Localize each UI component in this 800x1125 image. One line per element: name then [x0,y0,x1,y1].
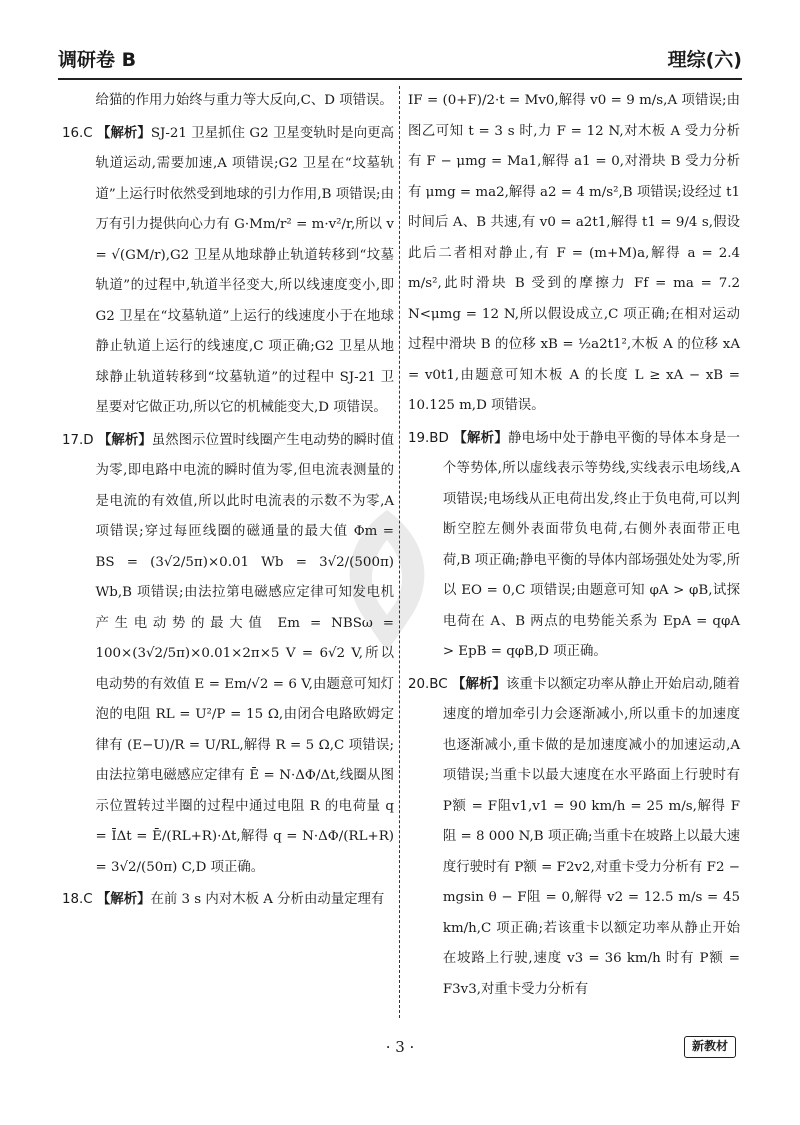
analysis-tag: 【解析】 [453,430,508,446]
answer-item-16 [62,119,394,424]
item-text: SJ-21 卫星抓住 G2 卫星变轨时是向更高轨道运动,需要加速,A 项错误;G2 卫星在“坟墓轨道”上运行时依然受到地球的引力作用,B 项错误;由万有引力提供向心力有 G·Mm/r² = m·v²/r,所以 v = √(GM/r),G2 卫星从地球静止轨道转移到“坟墓轨道”的过程中,轨道半径变大,所以线速度变小,即 G2 卫星在“坟墓轨道”上运行的线速度小于在地球静止轨道上运行的线速度,C 项正确;G2 卫星从地球静止轨道转移到“坟墓轨道”的过程中 SJ-21 卫星要对它做正功,所以它的机械能变大,D 项错误。 [95,125,395,415]
answer-item-20 [408,670,740,1006]
header-right-title: 理综(六) [667,49,742,71]
paragraph [408,86,740,422]
page-header [58,44,742,80]
item-text: 在前 3 s 内对木板 A 分析由动量定理有 [150,892,385,907]
answer-item-17 [62,426,394,884]
analysis-tag: 【解析】 [96,125,151,141]
item-text: 虽然图示位置时线圈产生电动势的瞬时值为零,即电路中电流的瞬时值为零,但电流表测量的是电流的有效值,所以此时电流表的示数不为零,A 项错误;穿过每匝线圈的磁通量的最大值 Φm = BS = (3√2/5π)×0.01 Wb = 3√2/(500π) Wb,B 项错误;由法拉第电磁感应定律可知发电机产生电动势的最大值 Em = NBSω = 100×(3√2/5π)×0.01×2π×5 V = 6√2 V,所以电动势的有效值 E = Em/√2 = 6 V,由题意可知灯泡的电阻 RL = U²/P = 15 Ω,由闭合电路欧姆定律有 (E−U)/R = U/RL,解得 R = 5 Ω,C 项错误;由法拉第电磁感应定律有 Ē = N·ΔΦ/Δt,线圈从图示位置转过半圈的过程中通过电阻 R 的电荷量 q = ĪΔt = Ē/(RL+R)·Δt,解得 q = N·ΔΦ/(RL+R) = 3√2/(50π) C,D 项正确。 [95,432,394,875]
paragraph-text: IF = (0+F)/2·t = Mv0,解得 v0 = 9 m/s,A 项错误;由图乙可知 t = 3 s 时,力 F = 12 N,对木板 A 受力分析有 F − μmg = Ma1,解得 a1 = 0,对滑块 B 受力分析有 μmg = ma2,解得 a2 = 4 m/s²,B 项错误;设经过 t1 时间后 A、B 共速,有 v0 = a2t1,解得 t1 = 9/4 s,假设此后二者相对静止,有 F = (m+M)a,解得 a = 2.4 m/s²,此时滑块 B 受到的摩擦力 Ff = ma = 7.2 N<μmg = 12 N,所以假设成立,C 项正确;在相对运动过程中滑块 B 的位移 xB = ½a2t1²,木板 A 的位移 xA = v0t1,由题意可知木板 A 的长度 L ≥ xA − xB = 10.125 m,D 项错误。 [408,93,740,413]
column-divider [399,86,400,1018]
page-number: · 3 · [385,1038,415,1056]
analysis-tag: 【解析】 [452,676,507,692]
answer-item-19 [408,424,740,668]
left-column [62,86,394,916]
header-left-title: 调研卷 B [58,49,137,71]
analysis-tag: 【解析】 [96,892,151,907]
paragraph [62,86,394,117]
item-number: 17.D [62,432,94,448]
item-text: 静电场中处于静电平衡的导体本身是一个等势体,所以虚线表示等势线,实线表示电场线,A 项错误;电场线从正电荷出发,终止于负电荷,可以判断空腔左侧外表面带负电荷,右侧外表面带正电荷,B 项正确;静电平衡的导体内部场强处处为零,所以 EO = 0,C 项错误;由题意可知 φA > φB,试探电荷在 A、B 两点的电势能关系为 EpA = qφA > EpB = qφB,D 项正确。 [442,430,740,659]
item-number: 19.BD [408,430,449,446]
item-number: 18.C [62,892,93,907]
edition-badge: 新教材 [684,1036,736,1058]
analysis-tag: 【解析】 [97,432,152,448]
item-number: 16.C [62,125,93,141]
right-column [408,86,740,1005]
item-text: 该重卡以额定功率从静止开始启动,随着速度的增加牵引力会逐渐减小,所以重卡的加速度也逐渐减小,重卡做的是加速度减小的加速运动,A 项错误;当重卡以最大速度在水平路面上行驶时有 P额 = F阻v1,v1 = 90 km/h = 25 m/s,解得 F阻 = 8 000 N,B 项正确;当重卡在坡路上以最大速度行驶时有 P额 = F2v2,对重卡受力分析有 F2 − mgsin θ − F阻 = 0,解得 v2 = 12.5 m/s = 45 km/h,C 项正确;若该重卡以额定功率从静止开始在坡路上行驶,速度 v3 = 36 km/h 时有 P额 = F3v3,对重卡受力分析有 [442,676,740,997]
answer-item-18 [62,885,394,916]
paragraph-text: 给猫的作用力始终与重力等大反向,C、D 项错误。 [95,93,393,108]
item-number: 20.BC [408,676,448,692]
